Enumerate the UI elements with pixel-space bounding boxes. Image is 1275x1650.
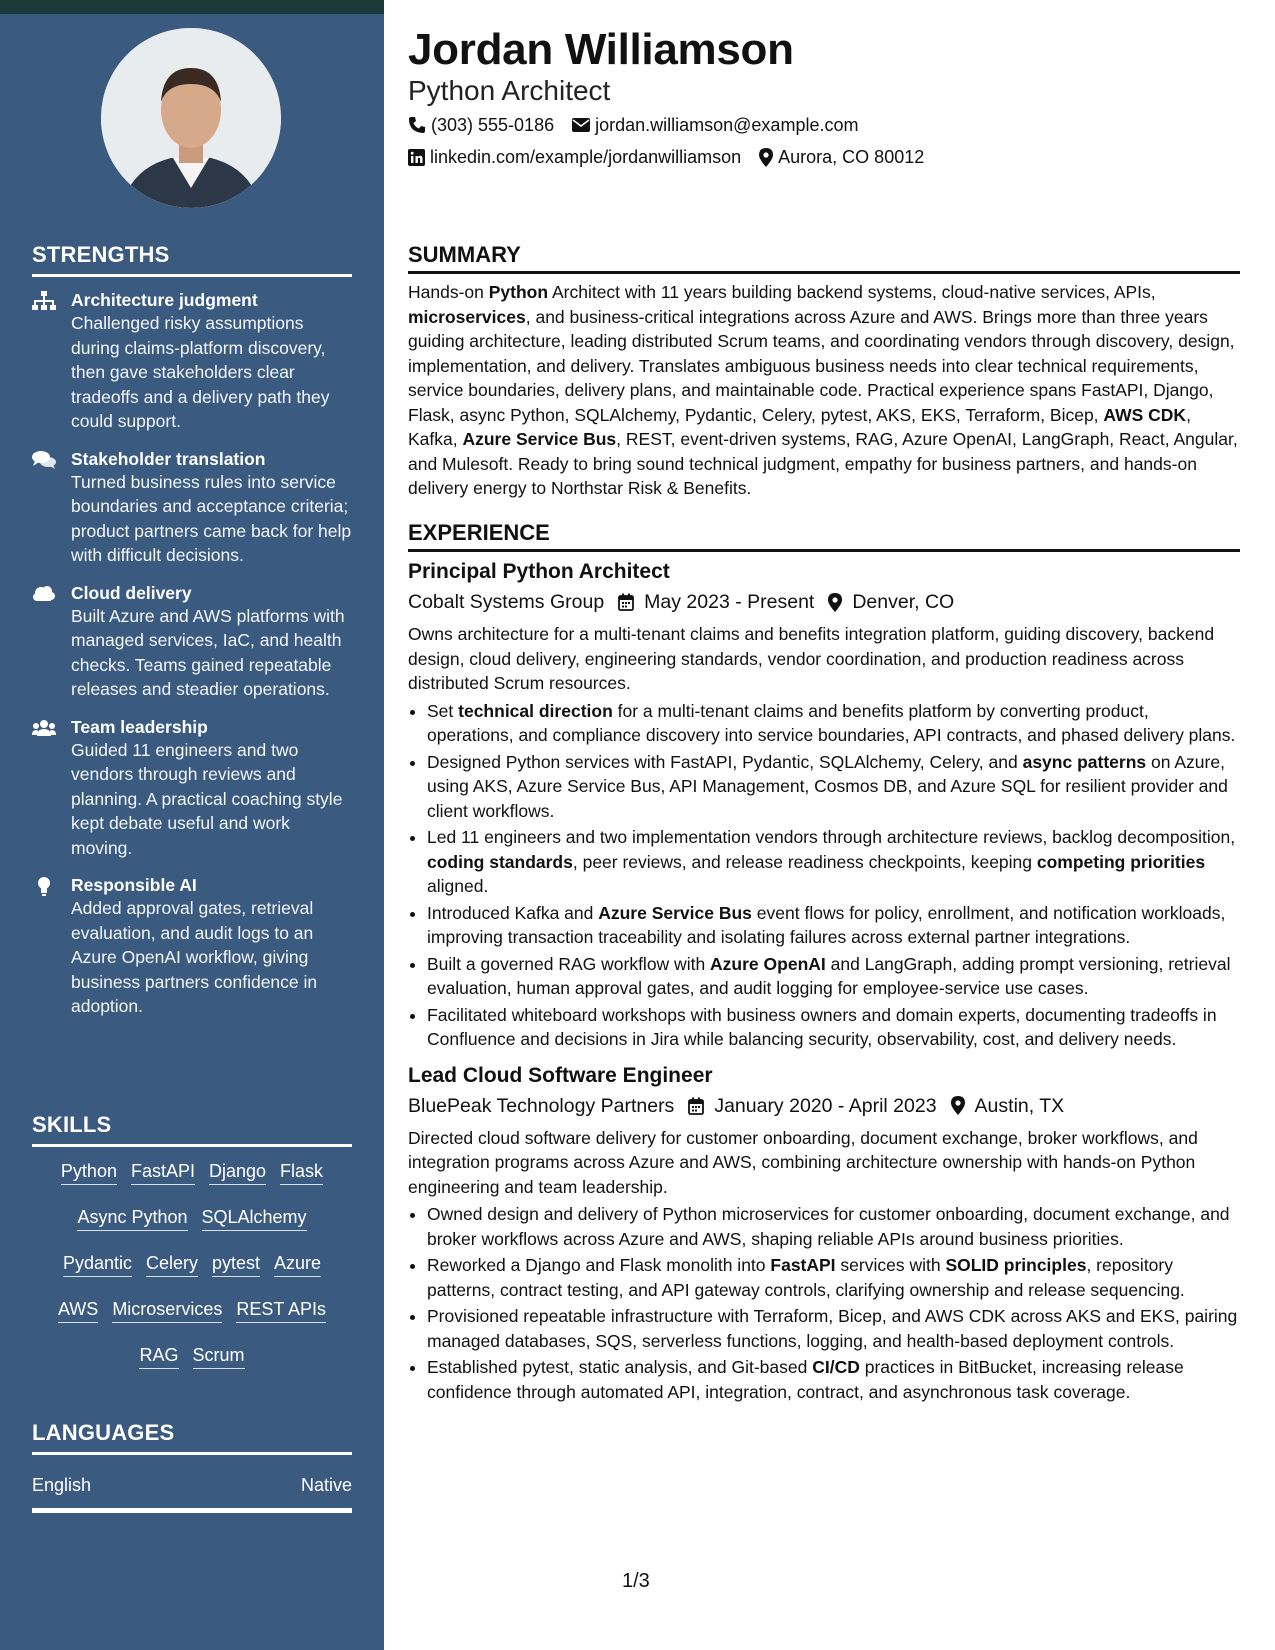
experience-heading: EXPERIENCE xyxy=(408,520,1240,552)
phone-icon xyxy=(408,116,426,134)
summary-heading: SUMMARY xyxy=(408,242,1240,274)
languages-section xyxy=(32,1420,352,1513)
strength-text: Challenged risky assumptions during claims-platform discovery, then gave stakeholders clear tradeoffs and a delivery path they could support. xyxy=(71,313,330,431)
job-bullet: • Facilitated whiteboard workshops with business owners and domain experts, documenting tradeoffs in Confluence and decisions in Jira while balancing security, observability, cost, and delivery needs. xyxy=(427,1003,1240,1052)
strength-title: Team leadership xyxy=(71,716,208,737)
language-row xyxy=(32,1475,352,1513)
linkedin-link[interactable]: linkedin.com/example/jordanwilliamson xyxy=(430,147,742,167)
sidebar-top-bar xyxy=(0,0,384,14)
job-bullet: • Owned design and delivery of Python microservices for customer onboarding, document exchange, and broker workflows across Azure and AWS, shaping reliable APIs around business priorities. xyxy=(427,1202,1240,1251)
job-meta xyxy=(408,588,1240,616)
job-bullet: • Set technical direction for a multi-tenant claims and benefits platform by converting product, operations, and compliance discovery into service boundaries, API contracts, and phased delivery plans. xyxy=(427,699,1240,748)
language-name: English xyxy=(32,1475,92,1495)
job-bullet: • Led 11 engineers and two implementation vendors through architecture reviews, backlog decomposition, coding standards, peer reviews, and release readiness checkpoints, keeping competing priorities aligned. xyxy=(427,825,1240,899)
phone-contact xyxy=(408,113,554,137)
envelope-icon xyxy=(572,118,590,132)
job-company: Cobalt Systems Group xyxy=(408,591,605,613)
sidebar xyxy=(0,0,384,1650)
candidate-title: Python Architect xyxy=(408,75,611,106)
job-description: Owns architecture for a multi-tenant claims and benefits integration platform, guiding discovery, backend design, cloud delivery, engineering standards, vendor coordination, and production readiness across distributed Scrum resources. xyxy=(408,624,1215,693)
contact-row-2 xyxy=(408,145,942,169)
job-meta xyxy=(408,1092,1240,1120)
job-entry xyxy=(408,1062,1240,1405)
comments-icon xyxy=(32,450,56,470)
skill-tag: FastAPI xyxy=(131,1159,195,1185)
skill-tag: AWS xyxy=(58,1297,98,1323)
cloud-icon xyxy=(32,584,56,604)
calendar-icon xyxy=(688,1097,704,1115)
candidate-name: Jordan Williamson xyxy=(408,25,794,74)
job-bullet: • Provisioned repeatable infrastructure with Terraform, Bicep, and AWS CDK across AKS and EKS, pairing managed databases, SQS, serverless functions, logging, and health-based deployment controls. xyxy=(427,1304,1240,1353)
map-pin-icon xyxy=(828,593,842,612)
job-dates: January 2020 - April 2023 xyxy=(714,1094,937,1117)
job-company: BluePeak Technology Partners xyxy=(408,1094,675,1117)
skill-tag: Flask xyxy=(280,1159,323,1185)
skill-tag: Azure xyxy=(274,1251,321,1277)
skill-tag: Python xyxy=(61,1159,117,1185)
skill-tag: Scrum xyxy=(193,1343,245,1369)
skill-tag: pytest xyxy=(212,1251,260,1277)
strengths-section xyxy=(32,242,352,1019)
users-icon xyxy=(32,718,56,738)
job-bullet: • Built a governed RAG workflow with Azure OpenAI and LangGraph, adding prompt versioning, retrieval evaluation, human approval gates, and audit logging for employee-service use cases. xyxy=(427,952,1240,1001)
job-title: Principal Python Architect xyxy=(408,560,670,583)
job-bullets xyxy=(408,1202,1240,1404)
strength-title: Architecture judgment xyxy=(71,290,258,310)
job-bullet: • Designed Python services with FastAPI, Pydantic, SQLAlchemy, Celery, and async patterns on Azure, using AKS, Azure Service Bus, API Management, Cosmos DB, and Azure SQL for resilient provider and client workflows. xyxy=(427,750,1240,824)
job-description: Directed cloud software delivery for customer onboarding, document exchange, broker workflows, and integration programs across Azure and AWS, combining architecture ownership with hands-on Python engineering and team leadership. xyxy=(408,1127,1198,1197)
email-contact[interactable] xyxy=(572,113,858,137)
language-level: Native xyxy=(300,1475,352,1495)
job-dates: May 2023 - Present xyxy=(644,591,815,613)
job-bullet: • Established pytest, static analysis, and Git-based CI/CD practices in BitBucket, increasing release confidence through automated API, integration, contract, and asynchronous task coverage. xyxy=(427,1355,1240,1404)
strength-title: Stakeholder translation xyxy=(71,448,266,469)
skill-tag: REST APIs xyxy=(236,1297,326,1323)
job-location: Denver, CO xyxy=(852,591,955,613)
job-location: Austin, TX xyxy=(974,1094,1065,1117)
contact-row-1 xyxy=(408,113,876,137)
strength-title: Cloud delivery xyxy=(71,582,192,603)
skills-list xyxy=(32,1159,352,1389)
linkedin-icon xyxy=(408,149,425,166)
strength-title: Responsible AI xyxy=(71,875,197,895)
phone-text: (303) 555-0186 xyxy=(431,115,555,135)
strength-item xyxy=(32,582,352,702)
job-title: Lead Cloud Software Engineer xyxy=(408,1063,713,1087)
linkedin-contact[interactable] xyxy=(408,145,741,169)
languages-heading: LANGUAGES xyxy=(32,1420,352,1455)
page-number: 1/3 xyxy=(622,1570,650,1592)
strength-item xyxy=(32,716,352,861)
skill-tag: Pydantic xyxy=(63,1251,132,1277)
strength-text: Turned business rules into service boundaries and acceptance criteria; product partners came back for help with difficult decisions. xyxy=(71,471,352,565)
job-bullet: • Introduced Kafka and Azure Service Bus event flows for policy, enrollment, and notification workloads, improving transaction traceability and isolating failures across external partner integrations. xyxy=(427,901,1240,950)
summary-section xyxy=(408,242,1240,501)
skill-tag: RAG xyxy=(139,1343,178,1369)
strength-item xyxy=(32,448,352,568)
map-pin-icon xyxy=(759,148,773,167)
summary-text: Hands-on Python Architect with 11 years building backend systems, cloud-native services, APIs, microservices, and business-critical integrations across Azure and AWS. Brings more than three years guiding architecture, leading distributed Scrum teams, and coordinating vendors through discovery, design, implementation, and delivery. Translates ambiguous business needs into clear technical requirements, service boundaries, delivery plans, and maintainable code. Practical experience spans FastAPI, Django, Flask, async Python, SQLAlchemy, Pydantic, Celery, pytest, AKS, EKS, Terraform, Bicep, AWS CDK, Kafka, Azure Service Bus, REST, event-driven systems, RAG, Azure OpenAI, LangGraph, React, Angular, and Mulesoft. Ready to bring sound technical judgment, empathy for business partners, and hands-on delivery energy to Northstar Risk & Benefits. xyxy=(408,282,1238,498)
strength-item xyxy=(32,289,352,434)
strength-item xyxy=(32,874,352,1019)
skills-section xyxy=(32,1112,352,1389)
email-link[interactable]: jordan.williamson@example.com xyxy=(595,115,859,135)
skill-tag: Async Python xyxy=(77,1205,187,1231)
lightbulb-icon xyxy=(32,876,56,896)
skill-tag: SQLAlchemy xyxy=(202,1205,307,1231)
strength-text: Guided 11 engineers and two vendors through reviews and planning. A practical coaching style kept debate useful and work moving. xyxy=(71,739,343,858)
calendar-icon xyxy=(618,593,634,611)
sitemap-icon xyxy=(32,291,56,311)
strength-text: Added approval gates, retrieval evaluation, and audit logs to an Azure OpenAI workflow, giving business partners confidence in adoption. xyxy=(71,898,318,1016)
location-text: Aurora, CO 80012 xyxy=(778,147,925,167)
skill-tag: Microservices xyxy=(112,1297,222,1323)
strengths-heading: STRENGTHS xyxy=(32,242,352,277)
map-pin-icon xyxy=(951,1096,965,1115)
skills-heading: SKILLS xyxy=(32,1112,352,1147)
job-bullets xyxy=(408,699,1240,1052)
location-contact xyxy=(759,145,924,169)
skill-tag: Celery xyxy=(146,1251,198,1277)
job-entry xyxy=(408,558,1240,1052)
profile-photo xyxy=(101,28,281,208)
job-bullet: • Reworked a Django and Flask monolith into FastAPI services with SOLID principles, repository patterns, contract testing, and API gateway controls, clarifying ownership and release sequencing. xyxy=(427,1253,1240,1302)
experience-section xyxy=(408,520,1240,1406)
skill-tag: Django xyxy=(209,1159,266,1185)
strength-text: Built Azure and AWS platforms with managed services, IaC, and health checks. Teams gained repeatable releases and steadier operations. xyxy=(71,605,345,699)
